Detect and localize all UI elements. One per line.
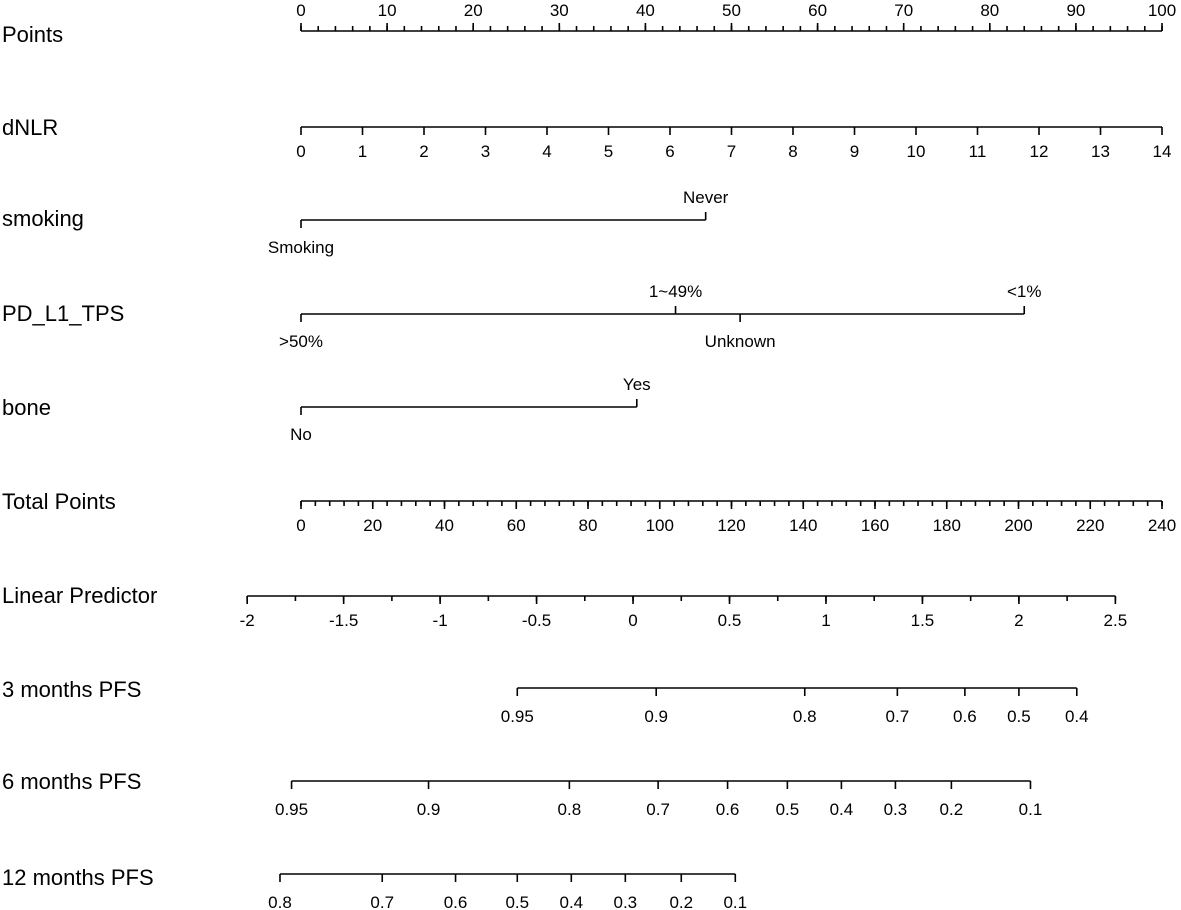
bone-level-yes: Yes — [622, 375, 651, 394]
total-points-tick-label: 120 — [717, 516, 746, 535]
total-points-tick-label: 0 — [296, 516, 306, 535]
12-months-pfs-tick-label: 0.8 — [268, 893, 292, 910]
total-points-tick-label: 160 — [860, 516, 890, 535]
total-points-tick-label: 220 — [1076, 516, 1105, 535]
linear-predictor-tick-label: 0 — [628, 611, 638, 630]
dnlr-tick-label: 7 — [726, 142, 737, 161]
pd-l1-tps-level-50: >50% — [279, 332, 323, 351]
points-tick-label: 70 — [894, 1, 914, 20]
dnlr-tick-label: 0 — [296, 142, 306, 161]
total-points-tick-label: 80 — [578, 516, 598, 535]
6-months-pfs-tick-label: 0.3 — [883, 800, 908, 819]
6-months-pfs-tick-label: 0.6 — [715, 800, 740, 819]
dnlr-tick-label: 4 — [542, 142, 552, 161]
points-tick-label: 0 — [296, 1, 306, 20]
3-months-pfs-tick-label: 0.95 — [500, 707, 534, 726]
linear-predictor-tick-label: 2.5 — [1103, 611, 1128, 630]
dnlr-tick-label: 6 — [665, 142, 675, 161]
dnlr-row-label: dNLR — [2, 115, 59, 140]
dnlr-tick-label: 13 — [1091, 142, 1110, 161]
6-months-pfs-tick-label: 0.2 — [939, 800, 964, 819]
linear-predictor-tick-label: 1 — [821, 611, 831, 630]
6-months-pfs-tick-label: 0.4 — [829, 800, 854, 819]
pd-l1-tps-level-unknown: Unknown — [704, 332, 776, 351]
6-months-pfs-tick-label: 0.95 — [275, 800, 309, 819]
bone-level-no: No — [290, 425, 312, 444]
6-months-pfs-tick-label: 0.1 — [1018, 800, 1043, 819]
dnlr-tick-label: 5 — [603, 142, 614, 161]
smoking-level-smoking: Smoking — [267, 238, 335, 257]
points-tick-label: 60 — [808, 1, 828, 20]
total-points-tick-label: 60 — [506, 516, 526, 535]
bone-row-label: bone — [2, 395, 51, 420]
12-months-pfs-tick-label: 0.2 — [669, 893, 694, 910]
points-tick-label: 40 — [635, 1, 655, 20]
total-points-tick-label: 180 — [932, 516, 961, 535]
dnlr-tick-label: 8 — [788, 142, 798, 161]
12-months-pfs-row-label: 12 months PFS — [2, 865, 154, 890]
dnlr-tick-label: 14 — [1152, 142, 1172, 161]
12-months-pfs-tick-label: 0.5 — [505, 893, 530, 910]
dnlr-tick-label: 10 — [906, 142, 926, 161]
dnlr-tick-label: 1 — [357, 142, 368, 161]
6-months-pfs-tick-label: 0.8 — [557, 800, 582, 819]
dnlr-tick-label: 3 — [480, 142, 491, 161]
total-points-tick-label: 40 — [435, 516, 454, 535]
pd-l1-tps-level-1-49: 1~49% — [648, 282, 703, 301]
6-months-pfs-tick-label: 0.7 — [646, 800, 670, 819]
12-months-pfs-tick-label: 0.3 — [613, 893, 638, 910]
linear-predictor-tick-label: 0.5 — [717, 611, 742, 630]
total-points-tick-label: 20 — [363, 516, 383, 535]
12-months-pfs-tick-label: 0.4 — [559, 893, 584, 910]
total-points-tick-label: 140 — [789, 516, 818, 535]
3-months-pfs-tick-label: 0.4 — [1064, 707, 1089, 726]
points-tick-label: 10 — [377, 1, 397, 20]
total-points-row-label: Total Points — [2, 489, 116, 514]
3-months-pfs-tick-label: 0.7 — [885, 707, 910, 726]
6-months-pfs-row-label: 6 months PFS — [2, 769, 142, 794]
6-months-pfs-tick-label: 0.5 — [775, 800, 800, 819]
points-tick-label: 50 — [722, 1, 741, 20]
12-months-pfs-tick-label: 0.1 — [723, 893, 748, 910]
linear-predictor-row-label: Linear Predictor — [2, 583, 158, 608]
linear-predictor-tick-label: -1 — [432, 611, 448, 630]
3-months-pfs-tick-label: 0.8 — [792, 707, 817, 726]
smoking-row-label: smoking — [2, 206, 84, 231]
points-tick-label: 100 — [1147, 1, 1177, 20]
pd-l1-tps-level-1: <1% — [1006, 282, 1042, 301]
smoking-level-never: Never — [682, 188, 729, 207]
dnlr-tick-label: 9 — [849, 142, 860, 161]
linear-predictor-tick-label: 2 — [1014, 611, 1024, 630]
dnlr-tick-label: 12 — [1029, 142, 1049, 161]
12-months-pfs-tick-label: 0.6 — [443, 893, 468, 910]
points-tick-label: 80 — [980, 1, 1000, 20]
12-months-pfs-tick-label: 0.7 — [370, 893, 395, 910]
pd-l1-tps-row-label: PD_L1_TPS — [2, 301, 125, 326]
dnlr-tick-label: 11 — [968, 142, 987, 161]
points-row-label: Points — [2, 22, 64, 47]
3-months-pfs-tick-label: 0.5 — [1007, 707, 1031, 726]
3-months-pfs-row-label: 3 months PFS — [2, 677, 142, 702]
3-months-pfs-tick-label: 0.9 — [644, 707, 669, 726]
points-tick-label: 90 — [1066, 1, 1086, 20]
linear-predictor-tick-label: -1.5 — [329, 611, 359, 630]
3-months-pfs-tick-label: 0.6 — [953, 707, 977, 726]
total-points-tick-label: 200 — [1004, 516, 1033, 535]
6-months-pfs-tick-label: 0.9 — [416, 800, 441, 819]
points-tick-label: 20 — [463, 1, 483, 20]
total-points-tick-label: 240 — [1147, 516, 1177, 535]
linear-predictor-tick-label: -0.5 — [521, 611, 552, 630]
total-points-tick-label: 100 — [645, 516, 674, 535]
linear-predictor-tick-label: -2 — [239, 611, 255, 630]
points-tick-label: 30 — [549, 1, 569, 20]
linear-predictor-tick-label: 1.5 — [910, 611, 935, 630]
dnlr-tick-label: 2 — [419, 142, 429, 161]
